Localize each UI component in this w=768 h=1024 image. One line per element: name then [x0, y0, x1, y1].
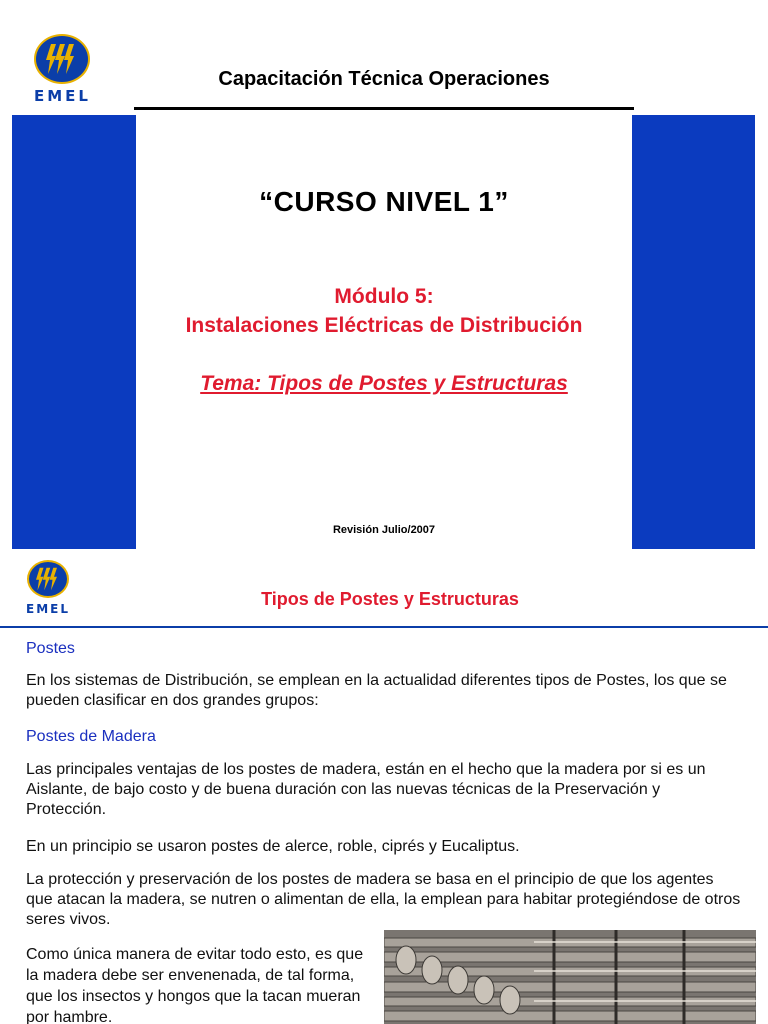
wooden-poles-photo [384, 930, 756, 1024]
left-blue-bar [12, 115, 136, 549]
right-blue-bar [632, 115, 755, 549]
emel-logo [26, 560, 70, 616]
paragraph-alerce: En un principio se usaron postes de alerce, roble, ciprés y Eucaliptus. [26, 838, 520, 855]
lightning-logo-icon [34, 34, 90, 84]
paragraph-proteccion: La protección y preservación de los postes de madera se basa en el principio de que los agentes que atacan la madera, se nutren o alimentan de ella, la emplean para habitar protegiéndose de otros seres vivos. [26, 871, 741, 928]
slide-title: Tipos de Postes y Estructuras [261, 589, 519, 609]
content-slide [0, 550, 768, 1024]
topic-title: Tema: Tipos de Postes y Estructuras [200, 372, 568, 395]
paragraph-ventajas: Las principales ventajas de los postes de madera, están en el hecho que la madera por si es un Aislante, de bajo costo y de buena duración con las nuevas técnicas de la Preservación y Protección. [26, 761, 706, 818]
heading-postes-madera: Postes de Madera [26, 728, 156, 745]
heading-postes: Postes [26, 640, 75, 657]
header-divider [134, 107, 634, 110]
course-title: “CURSO NIVEL 1” [259, 186, 509, 217]
module-number: Módulo 5: [334, 285, 434, 308]
title-divider [0, 626, 768, 628]
lightning-logo-icon [27, 560, 69, 598]
emel-logo [34, 34, 91, 105]
paragraph-unica-manera: Como única manera de evitar todo esto, es que la madera debe ser envenenada, de tal forma, que los insectos y hongos que la tacan mueran por hambre. [26, 946, 364, 1024]
logo-wordmark: EMEL [26, 602, 70, 616]
header-title: Capacitación Técnica Operaciones [218, 68, 550, 90]
revision-date: Revisión Julio/2007 [332, 524, 436, 536]
logo-wordmark: EMEL [34, 87, 91, 105]
module-name: Instalaciones Eléctricas de Distribución [185, 314, 583, 337]
paragraph-intro: En los sistemas de Distribución, se emplean en la actualidad diferentes tipos de Postes, los que se pueden clasificar en dos grandes grupos: [26, 672, 727, 709]
